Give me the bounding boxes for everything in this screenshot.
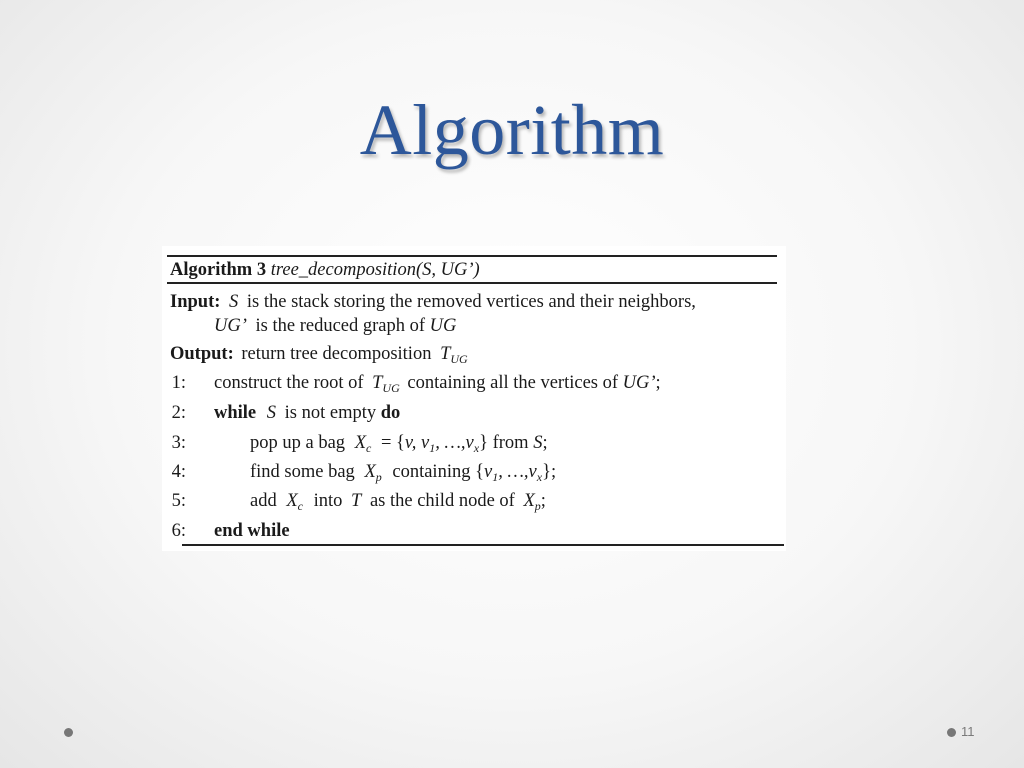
step-text (214, 372, 661, 395)
output-label: Output: (170, 344, 234, 364)
right-bullet-icon (947, 728, 956, 737)
step-5-var-x: X (286, 491, 298, 511)
step-4-var-vx: , …,v (498, 462, 537, 482)
step-5-var-xp: X (523, 491, 535, 511)
left-bullet-icon (64, 728, 73, 737)
step-5-text-a: add (250, 491, 277, 511)
step-5-text-c: as the child node of (369, 491, 515, 511)
input-line2-end: UG (429, 316, 457, 336)
input-line-1 (170, 291, 696, 313)
input-line2-text: is the reduced graph of (255, 316, 426, 336)
algorithm-label: Algorithm 3 (170, 260, 267, 280)
output-line (170, 343, 468, 366)
step-1-text-b: containing all the vertices of (407, 373, 619, 393)
step-5-sub-c: c (297, 499, 303, 513)
slide-title: Algorithm (359, 90, 665, 170)
step-3-text-a: pop up a bag (250, 433, 346, 453)
output-text: return tree decomposition (241, 344, 432, 364)
algorithm-name: tree_decomposition(S, UG’) (270, 260, 480, 280)
step-text (250, 490, 546, 513)
step-3-var-s: S (533, 433, 543, 453)
output-var: T (440, 344, 451, 364)
input-line2-var: UG’ (214, 316, 247, 336)
step-number: 1: (171, 373, 186, 393)
step-1-text-a: construct the root of (214, 373, 364, 393)
step-number: 5: (171, 491, 186, 511)
step-3-text-c: } from (479, 433, 529, 453)
while-keyword: while (214, 403, 257, 423)
step-number: 2: (171, 403, 186, 423)
step-number: 6: (171, 521, 186, 541)
step-4-text-a: find some bag (250, 462, 355, 482)
step-1-var-t: T (372, 373, 383, 393)
step-5-var-t: T (351, 491, 362, 511)
header-rule (167, 282, 777, 284)
input-var: S (229, 292, 239, 312)
step-text (250, 432, 548, 455)
step-5-end: ; (540, 491, 546, 511)
step-3-end: ; (542, 433, 548, 453)
output-sub: UG (450, 352, 468, 366)
step-3-var-v: v, v (404, 433, 430, 453)
input-text: is the stack storing the removed vertices and their neighbors, (246, 292, 696, 312)
step-4-text-b: containing { (392, 462, 484, 482)
step-2-text: is not empty (284, 403, 377, 423)
step-4-var-v: v (483, 462, 493, 482)
step-3-var-x: X (354, 433, 366, 453)
step-3-var-vx: , …,v (435, 433, 474, 453)
input-line-2 (214, 315, 456, 337)
step-4-var-x: X (364, 462, 376, 482)
algorithm-box (162, 246, 786, 551)
step-5-text-b: into (313, 491, 343, 511)
step-3-sub-x: x (473, 441, 480, 455)
step-1-var-ug: UG’ (622, 373, 656, 393)
step-text (214, 402, 400, 424)
step-text (250, 461, 556, 484)
step-3-text-b: = { (380, 433, 405, 453)
top-rule (167, 255, 777, 257)
step-3-sub-1: 1 (429, 441, 436, 455)
step-4-end: }; (542, 462, 557, 482)
bottom-rule (182, 544, 784, 546)
do-keyword: do (380, 403, 401, 423)
step-5-sub-p: p (534, 499, 541, 513)
slide-number: 11 (961, 724, 975, 739)
step-2-var-s: S (266, 403, 277, 423)
step-4-sub-x: x (536, 470, 543, 484)
end-while-keyword: end while (214, 521, 290, 541)
algorithm-header (170, 259, 480, 281)
step-1-sub: UG (382, 381, 400, 395)
step-4-sub-p: p (375, 470, 382, 484)
step-4-sub-1: 1 (492, 470, 499, 484)
step-1-end: ; (655, 373, 661, 393)
input-label: Input: (170, 292, 221, 312)
step-number: 3: (171, 433, 186, 453)
step-3-sub-c: c (366, 441, 372, 455)
step-number: 4: (171, 462, 186, 482)
